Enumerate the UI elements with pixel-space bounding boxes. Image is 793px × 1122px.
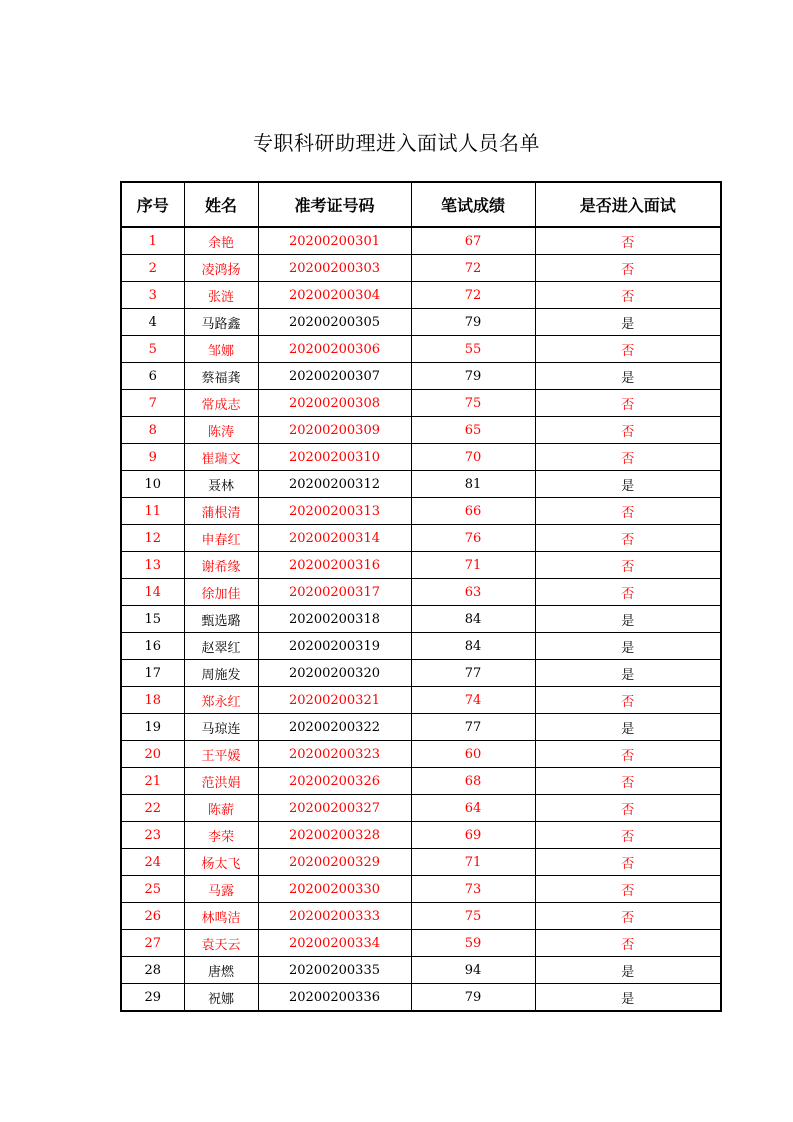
table-row (121, 282, 721, 309)
cell-interview-status: 是 (535, 633, 721, 660)
table-row (121, 552, 721, 579)
cell-name: 甄选璐 (184, 606, 258, 633)
cell-serial-number: 3 (121, 282, 184, 309)
cell-serial-number: 19 (121, 714, 184, 741)
cell-serial-number: 13 (121, 552, 184, 579)
table-row (121, 714, 721, 741)
cell-exam-id: 20200200304 (258, 282, 411, 309)
table-row (121, 957, 721, 984)
cell-exam-id: 20200200316 (258, 552, 411, 579)
cell-written-score: 73 (411, 876, 535, 903)
cell-name: 李荣 (184, 822, 258, 849)
cell-written-score: 70 (411, 444, 535, 471)
cell-written-score: 72 (411, 255, 535, 282)
cell-interview-status: 是 (535, 714, 721, 741)
cell-name: 陈涛 (184, 417, 258, 444)
cell-name: 蒲根清 (184, 498, 258, 525)
cell-name: 唐燃 (184, 957, 258, 984)
cell-exam-id: 20200200303 (258, 255, 411, 282)
cell-written-score: 79 (411, 984, 535, 1012)
cell-written-score: 94 (411, 957, 535, 984)
cell-interview-status: 否 (535, 849, 721, 876)
cell-exam-id: 20200200313 (258, 498, 411, 525)
cell-exam-id: 20200200312 (258, 471, 411, 498)
cell-serial-number: 25 (121, 876, 184, 903)
cell-exam-id: 20200200301 (258, 227, 411, 255)
cell-serial-number: 24 (121, 849, 184, 876)
cell-exam-id: 20200200330 (258, 876, 411, 903)
cell-exam-id: 20200200318 (258, 606, 411, 633)
cell-interview-status: 否 (535, 930, 721, 957)
cell-interview-status: 是 (535, 606, 721, 633)
cell-exam-id: 20200200317 (258, 579, 411, 606)
cell-interview-status: 是 (535, 984, 721, 1012)
table-row (121, 309, 721, 336)
cell-exam-id: 20200200310 (258, 444, 411, 471)
cell-interview-status: 否 (535, 444, 721, 471)
header-interview-status: 是否进入面试 (535, 182, 721, 227)
cell-written-score: 81 (411, 471, 535, 498)
cell-exam-id: 20200200314 (258, 525, 411, 552)
cell-exam-id: 20200200326 (258, 768, 411, 795)
cell-name: 蔡福龚 (184, 363, 258, 390)
cell-serial-number: 28 (121, 957, 184, 984)
table-row (121, 741, 721, 768)
cell-written-score: 68 (411, 768, 535, 795)
cell-serial-number: 21 (121, 768, 184, 795)
cell-name: 凌鸿扬 (184, 255, 258, 282)
cell-interview-status: 是 (535, 957, 721, 984)
cell-interview-status: 否 (535, 498, 721, 525)
table-row (121, 795, 721, 822)
cell-exam-id: 20200200333 (258, 903, 411, 930)
cell-written-score: 66 (411, 498, 535, 525)
cell-interview-status: 否 (535, 741, 721, 768)
cell-written-score: 72 (411, 282, 535, 309)
cell-written-score: 64 (411, 795, 535, 822)
cell-serial-number: 17 (121, 660, 184, 687)
cell-name: 徐加佳 (184, 579, 258, 606)
cell-name: 郑永红 (184, 687, 258, 714)
cell-name: 林鸣洁 (184, 903, 258, 930)
cell-written-score: 67 (411, 227, 535, 255)
table-row (121, 984, 721, 1012)
cell-serial-number: 4 (121, 309, 184, 336)
cell-name: 张涟 (184, 282, 258, 309)
cell-written-score: 60 (411, 741, 535, 768)
cell-serial-number: 27 (121, 930, 184, 957)
cell-interview-status: 否 (535, 255, 721, 282)
cell-serial-number: 5 (121, 336, 184, 363)
cell-serial-number: 29 (121, 984, 184, 1012)
cell-written-score: 75 (411, 390, 535, 417)
cell-interview-status: 否 (535, 525, 721, 552)
table-row (121, 227, 721, 255)
cell-exam-id: 20200200308 (258, 390, 411, 417)
cell-interview-status: 否 (535, 822, 721, 849)
cell-name: 陈薪 (184, 795, 258, 822)
cell-written-score: 75 (411, 903, 535, 930)
table-row (121, 336, 721, 363)
cell-name: 常成志 (184, 390, 258, 417)
table-row (121, 363, 721, 390)
cell-serial-number: 6 (121, 363, 184, 390)
cell-written-score: 63 (411, 579, 535, 606)
table-row (121, 687, 721, 714)
table-row (121, 849, 721, 876)
cell-exam-id: 20200200305 (258, 309, 411, 336)
table-row (121, 876, 721, 903)
cell-interview-status: 否 (535, 336, 721, 363)
table-header-row (121, 182, 721, 227)
cell-name: 马露 (184, 876, 258, 903)
cell-serial-number: 20 (121, 741, 184, 768)
page-title: 专职科研助理进入面试人员名单 (253, 131, 540, 155)
cell-written-score: 77 (411, 714, 535, 741)
cell-interview-status: 否 (535, 687, 721, 714)
interview-list-table (120, 181, 722, 1012)
cell-serial-number: 8 (121, 417, 184, 444)
cell-exam-id: 20200200322 (258, 714, 411, 741)
table-row (121, 525, 721, 552)
cell-serial-number: 1 (121, 227, 184, 255)
cell-interview-status: 否 (535, 903, 721, 930)
cell-interview-status: 否 (535, 795, 721, 822)
cell-name: 崔瑞文 (184, 444, 258, 471)
table-row (121, 498, 721, 525)
table-row (121, 930, 721, 957)
cell-name: 谢希缘 (184, 552, 258, 579)
cell-serial-number: 9 (121, 444, 184, 471)
table-row (121, 417, 721, 444)
cell-exam-id: 20200200328 (258, 822, 411, 849)
cell-exam-id: 20200200306 (258, 336, 411, 363)
cell-name: 周施发 (184, 660, 258, 687)
table-row (121, 255, 721, 282)
cell-serial-number: 18 (121, 687, 184, 714)
cell-name: 余艳 (184, 227, 258, 255)
header-written-score: 笔试成绩 (411, 182, 535, 227)
table-row (121, 633, 721, 660)
cell-name: 杨太飞 (184, 849, 258, 876)
cell-interview-status: 否 (535, 552, 721, 579)
cell-serial-number: 12 (121, 525, 184, 552)
cell-serial-number: 15 (121, 606, 184, 633)
header-name: 姓名 (184, 182, 258, 227)
cell-written-score: 69 (411, 822, 535, 849)
cell-written-score: 74 (411, 687, 535, 714)
table-body (121, 227, 721, 1011)
table-row (121, 903, 721, 930)
cell-written-score: 71 (411, 552, 535, 579)
cell-serial-number: 23 (121, 822, 184, 849)
cell-serial-number: 14 (121, 579, 184, 606)
cell-serial-number: 7 (121, 390, 184, 417)
cell-exam-id: 20200200307 (258, 363, 411, 390)
table-row (121, 471, 721, 498)
cell-serial-number: 2 (121, 255, 184, 282)
table-row (121, 444, 721, 471)
cell-serial-number: 26 (121, 903, 184, 930)
cell-serial-number: 16 (121, 633, 184, 660)
cell-written-score: 76 (411, 525, 535, 552)
cell-exam-id: 20200200329 (258, 849, 411, 876)
cell-exam-id: 20200200319 (258, 633, 411, 660)
table-row (121, 390, 721, 417)
cell-exam-id: 20200200327 (258, 795, 411, 822)
cell-written-score: 65 (411, 417, 535, 444)
cell-exam-id: 20200200323 (258, 741, 411, 768)
cell-serial-number: 22 (121, 795, 184, 822)
cell-written-score: 77 (411, 660, 535, 687)
cell-written-score: 84 (411, 606, 535, 633)
cell-exam-id: 20200200321 (258, 687, 411, 714)
cell-interview-status: 否 (535, 390, 721, 417)
cell-name: 袁天云 (184, 930, 258, 957)
header-exam-id: 准考证号码 (258, 182, 411, 227)
cell-name: 马路鑫 (184, 309, 258, 336)
header-serial-number: 序号 (121, 182, 184, 227)
cell-interview-status: 否 (535, 876, 721, 903)
table-row (121, 822, 721, 849)
cell-written-score: 55 (411, 336, 535, 363)
cell-interview-status: 否 (535, 579, 721, 606)
cell-name: 申春红 (184, 525, 258, 552)
cell-name: 王平媛 (184, 741, 258, 768)
cell-interview-status: 否 (535, 768, 721, 795)
cell-written-score: 79 (411, 309, 535, 336)
cell-interview-status: 否 (535, 282, 721, 309)
table-row (121, 660, 721, 687)
cell-written-score: 59 (411, 930, 535, 957)
cell-name: 范洪娟 (184, 768, 258, 795)
cell-name: 祝娜 (184, 984, 258, 1012)
cell-written-score: 84 (411, 633, 535, 660)
cell-interview-status: 是 (535, 363, 721, 390)
cell-name: 聂林 (184, 471, 258, 498)
cell-interview-status: 是 (535, 309, 721, 336)
cell-interview-status: 否 (535, 227, 721, 255)
cell-name: 邹娜 (184, 336, 258, 363)
cell-name: 马琼连 (184, 714, 258, 741)
cell-name: 赵翠红 (184, 633, 258, 660)
table-row (121, 768, 721, 795)
cell-written-score: 79 (411, 363, 535, 390)
cell-exam-id: 20200200336 (258, 984, 411, 1012)
cell-interview-status: 否 (535, 417, 721, 444)
cell-exam-id: 20200200335 (258, 957, 411, 984)
cell-written-score: 71 (411, 849, 535, 876)
table-row (121, 606, 721, 633)
cell-exam-id: 20200200320 (258, 660, 411, 687)
cell-exam-id: 20200200334 (258, 930, 411, 957)
cell-interview-status: 是 (535, 471, 721, 498)
cell-interview-status: 是 (535, 660, 721, 687)
table-row (121, 579, 721, 606)
cell-serial-number: 10 (121, 471, 184, 498)
cell-exam-id: 20200200309 (258, 417, 411, 444)
cell-serial-number: 11 (121, 498, 184, 525)
